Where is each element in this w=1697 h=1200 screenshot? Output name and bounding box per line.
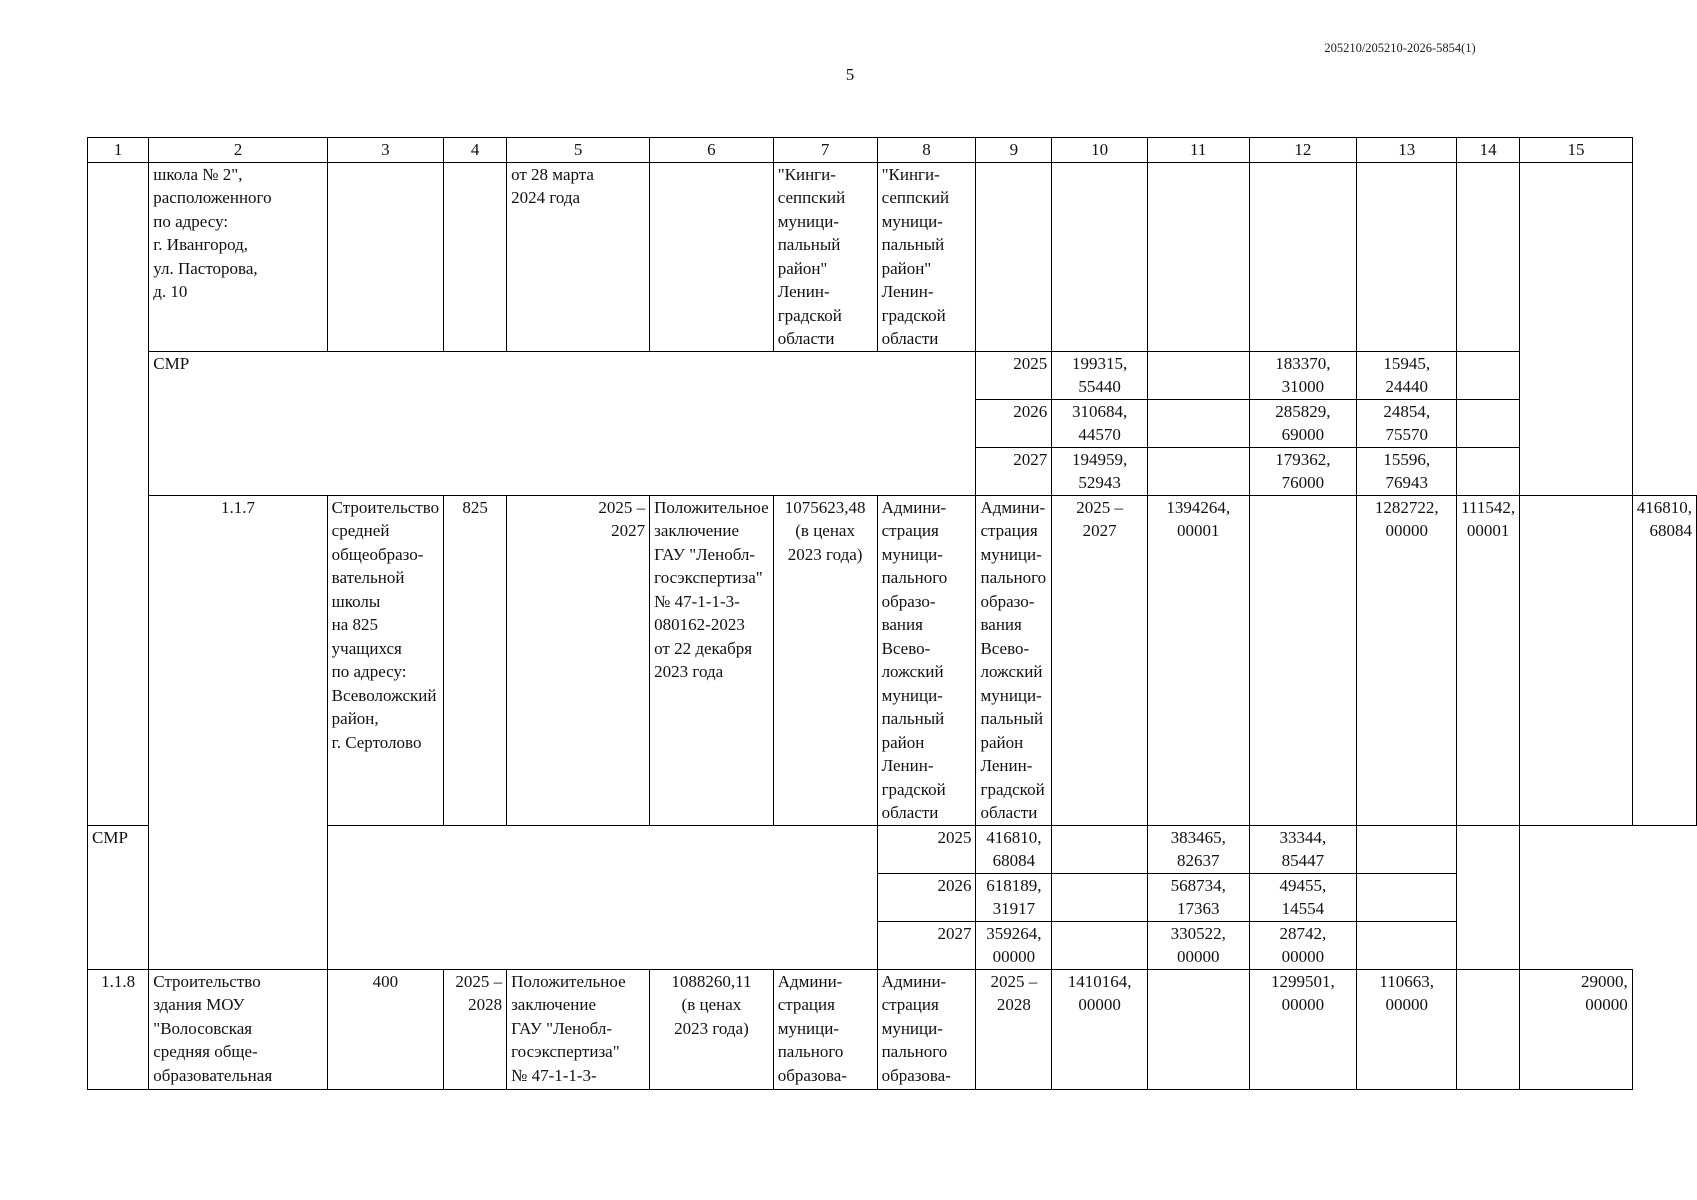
smr-col13: 28742, 00000: [1249, 921, 1357, 969]
smr-label: СМР: [88, 825, 878, 969]
col-number-5: 5: [507, 138, 650, 163]
capacity-cell: 825: [444, 495, 507, 825]
row-number-cell: 1.1.8: [88, 969, 149, 1089]
developer-cell: Админи- страция муници- пального образова-: [877, 969, 976, 1089]
col-number-3: 3: [327, 138, 443, 163]
col15-cell: 416810, 68084: [1632, 495, 1696, 825]
col11-cell: [1249, 495, 1357, 825]
col11-cell: [1147, 162, 1249, 351]
period-cell: [444, 162, 507, 351]
cost-cell: 1088260,11 (в ценах 2023 года): [650, 969, 774, 1089]
smr-col14: [1357, 921, 1457, 969]
smr-total: 199315, 55440: [1052, 351, 1148, 399]
column-number-row: [88, 138, 1697, 163]
expertise-cell: Положительное заключение ГАУ "Ленобл- госэкспертиза" № 47-1-1-3- 080162-2023 от 22 декабря 2023 года: [650, 495, 774, 825]
col-number-11: 11: [1147, 138, 1249, 163]
col-number-10: 10: [1052, 138, 1148, 163]
col13-cell: 111542, 00001: [1457, 495, 1520, 825]
page-number: 5: [845, 65, 855, 84]
cost-cell: [650, 162, 774, 351]
table-row: [88, 162, 1697, 351]
smr-col13: 33344, 85447: [1249, 825, 1357, 873]
cost-cell: 1075623,48 (в ценах 2023 года): [773, 495, 877, 825]
smr-total: 359264, 00000: [976, 921, 1052, 969]
col-number-13: 13: [1357, 138, 1457, 163]
smr-year: 2025: [877, 825, 976, 873]
smr-year: 2027: [976, 447, 1052, 495]
smr-col13: 24854, 75570: [1357, 399, 1457, 447]
col-number-8: 8: [877, 138, 976, 163]
smr-col12: 179362, 76000: [1249, 447, 1357, 495]
smr-year: 2026: [877, 873, 976, 921]
smr-col13: 15596, 76943: [1357, 447, 1457, 495]
smr-col14: [1457, 351, 1520, 399]
object-name: Строительство здания МОУ "Волосовская средняя обще- образовательная: [149, 969, 327, 1089]
object-name: школа № 2", расположенного по адресу: г. Ивангород, ул. Пасторова, д. 10: [149, 162, 327, 351]
col-number-1: 1: [88, 138, 149, 163]
col15-cell: [1457, 825, 1520, 969]
period-cell: 2025 – 2027: [507, 495, 650, 825]
smr-col12: 330522, 00000: [1147, 921, 1249, 969]
developer-cell: "Кинги- сеппский муници- пальный район" Ленин- градской области: [877, 162, 976, 351]
col13-cell: 110663, 00000: [1357, 969, 1457, 1089]
col-number-9: 9: [976, 138, 1052, 163]
col12-cell: 1282722, 00000: [1357, 495, 1457, 825]
smr-col14: [1457, 399, 1520, 447]
col12-cell: [1249, 162, 1357, 351]
smr-row: [88, 351, 1697, 399]
col15-cell: 29000, 00000: [1520, 969, 1633, 1089]
smr-year: 2026: [976, 399, 1052, 447]
col15-cell: [1520, 162, 1633, 495]
smr-col11: [1147, 447, 1249, 495]
col-number-4: 4: [444, 138, 507, 163]
smr-col11: [1147, 399, 1249, 447]
smr-col11: [1052, 873, 1148, 921]
program-table: [87, 137, 1697, 1090]
smr-col13: 49455, 14554: [1249, 873, 1357, 921]
col-number-12: 12: [1249, 138, 1357, 163]
total-cell: [1052, 162, 1148, 351]
table-row: [88, 969, 1697, 1089]
col13-cell: [1357, 162, 1457, 351]
smr-row: [88, 825, 1697, 873]
customer-cell: Админи- страция муници- пального образова-: [773, 969, 877, 1089]
period-cell: 2025 – 2028: [444, 969, 507, 1089]
total-cell: 1410164, 00000: [1052, 969, 1148, 1089]
smr-col12: 183370, 31000: [1249, 351, 1357, 399]
expertise-cell: от 28 марта 2024 года: [507, 162, 650, 351]
col-number-7: 7: [773, 138, 877, 163]
smr-total: 310684, 44570: [1052, 399, 1148, 447]
smr-total: 618189, 31917: [976, 873, 1052, 921]
col-number-14: 14: [1457, 138, 1520, 163]
col-number-6: 6: [650, 138, 774, 163]
col12-cell: 1299501, 00000: [1249, 969, 1357, 1089]
row-number-cell: 1.1.7: [149, 495, 327, 969]
years-cell: 2025 – 2027: [1052, 495, 1148, 825]
smr-col12: 285829, 69000: [1249, 399, 1357, 447]
smr-col14: [1457, 447, 1520, 495]
smr-label: СМР: [149, 351, 976, 495]
col-number-2: 2: [149, 138, 327, 163]
smr-col12: 383465, 82637: [1147, 825, 1249, 873]
capacity-cell: 400: [327, 969, 443, 1089]
document-id: 205210/205210-2026-5854(1): [1324, 41, 1476, 55]
capacity-cell: [327, 162, 443, 351]
col-number-15: 15: [1520, 138, 1633, 163]
smr-col12: 568734, 17363: [1147, 873, 1249, 921]
smr-col13: 15945, 24440: [1357, 351, 1457, 399]
smr-col14: [1357, 825, 1457, 873]
years-cell: 2025 – 2028: [976, 969, 1052, 1089]
col14-cell: [1457, 162, 1520, 351]
smr-total: 416810, 68084: [976, 825, 1052, 873]
object-name: Строительство средней общеобразо- вательной школы на 825 учащихся по адресу: Всеволожский район, г. Сертолово: [327, 495, 443, 825]
smr-year: 2025: [976, 351, 1052, 399]
developer-cell: Админи- страция муници- пального образо- вания Всево- ложский муници- пальный район Ленин- градской области: [976, 495, 1052, 825]
smr-col11: [1052, 825, 1148, 873]
years-cell: [976, 162, 1052, 351]
expertise-cell: Положительное заключение ГАУ "Ленобл- госэкспертиза" № 47-1-1-3-: [507, 969, 650, 1089]
table-row: [88, 495, 1697, 825]
smr-col11: [1052, 921, 1148, 969]
smr-year: 2027: [877, 921, 976, 969]
smr-total: 194959, 52943: [1052, 447, 1148, 495]
col11-cell: [1147, 969, 1249, 1089]
smr-col14: [1357, 873, 1457, 921]
customer-cell: Админи- страция муници- пального образо- вания Всево- ложский муници- пальный район Ленин- градской области: [877, 495, 976, 825]
customer-cell: "Кинги- сеппский муници- пальный район" Ленин- градской области: [773, 162, 877, 351]
row-number-cell: [88, 162, 149, 825]
col14-cell: [1520, 495, 1633, 825]
smr-col11: [1147, 351, 1249, 399]
col14-cell: [1457, 969, 1520, 1089]
total-cell: 1394264, 00001: [1147, 495, 1249, 825]
